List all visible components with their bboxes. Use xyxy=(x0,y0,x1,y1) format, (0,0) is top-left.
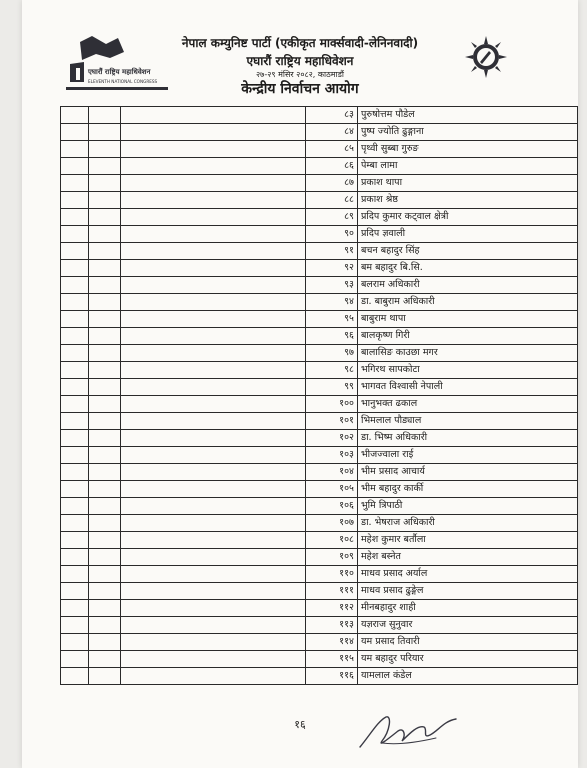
serial-number-cell: १०३ xyxy=(306,447,358,464)
member-name-cell: बम बहादुर बि.सि. xyxy=(358,260,578,277)
member-name-cell: बालासिङ काउछा मगर xyxy=(358,345,578,362)
member-name-cell: प्रकाश थापा xyxy=(358,175,578,192)
serial-number-cell: १०८ xyxy=(306,532,358,549)
empty-cell xyxy=(121,379,306,396)
serial-number-cell: १०२ xyxy=(306,430,358,447)
member-name-cell: प्रदिप ज्ञवाली xyxy=(358,226,578,243)
empty-cell xyxy=(61,362,89,379)
empty-cell xyxy=(89,668,121,685)
empty-cell xyxy=(89,413,121,430)
serial-number-cell: ९२ xyxy=(306,260,358,277)
member-table xyxy=(60,106,578,685)
empty-cell xyxy=(89,311,121,328)
member-name-cell: पृथ्वी सुब्बा गुरुङ xyxy=(358,141,578,158)
table-row xyxy=(61,311,578,328)
empty-cell xyxy=(89,226,121,243)
serial-number-cell: ९३ xyxy=(306,277,358,294)
empty-cell xyxy=(121,209,306,226)
empty-cell xyxy=(121,481,306,498)
empty-cell xyxy=(89,209,121,226)
empty-cell xyxy=(89,532,121,549)
empty-cell xyxy=(61,549,89,566)
page-number: १६ xyxy=(294,718,306,731)
signature xyxy=(352,705,462,755)
member-name-cell: यम प्रसाद तिवारी xyxy=(358,634,578,651)
empty-cell xyxy=(89,192,121,209)
empty-cell xyxy=(89,158,121,175)
empty-cell xyxy=(89,617,121,634)
member-name-cell: भीम बहादुर कार्की xyxy=(358,481,578,498)
empty-cell xyxy=(89,243,121,260)
empty-cell xyxy=(121,464,306,481)
table-row xyxy=(61,583,578,600)
serial-number-cell: ९९ xyxy=(306,379,358,396)
empty-cell xyxy=(121,362,306,379)
table-row xyxy=(61,549,578,566)
empty-cell xyxy=(61,107,89,124)
empty-cell xyxy=(61,447,89,464)
member-name-cell: भागवत विश्वासी नेपाली xyxy=(358,379,578,396)
table-row xyxy=(61,141,578,158)
empty-cell xyxy=(121,498,306,515)
serial-number-cell: ८४ xyxy=(306,124,358,141)
empty-cell xyxy=(61,481,89,498)
member-name-cell: मीनबहादुर शाही xyxy=(358,600,578,617)
empty-cell xyxy=(89,498,121,515)
empty-cell xyxy=(121,277,306,294)
table-row xyxy=(61,277,578,294)
empty-cell xyxy=(89,124,121,141)
member-name-cell: महेश बस्नेत xyxy=(358,549,578,566)
table-row xyxy=(61,447,578,464)
serial-number-cell: १०४ xyxy=(306,464,358,481)
empty-cell xyxy=(121,345,306,362)
empty-cell xyxy=(61,532,89,549)
table-row xyxy=(61,362,578,379)
empty-cell xyxy=(61,668,89,685)
member-name-cell: पुरुषोत्तम पौडेल xyxy=(358,107,578,124)
empty-cell xyxy=(121,124,306,141)
empty-cell xyxy=(61,294,89,311)
empty-cell xyxy=(121,617,306,634)
table-row xyxy=(61,566,578,583)
empty-cell xyxy=(89,345,121,362)
logo-text: एघारौं राष्ट्रिय महाधिवेशन xyxy=(88,68,151,76)
empty-cell xyxy=(89,396,121,413)
empty-cell xyxy=(89,464,121,481)
serial-number-cell: १११ xyxy=(306,583,358,600)
empty-cell xyxy=(89,294,121,311)
empty-cell xyxy=(121,532,306,549)
empty-cell xyxy=(61,226,89,243)
empty-cell xyxy=(121,311,306,328)
empty-cell xyxy=(61,396,89,413)
member-name-cell: भीम प्रसाद आचार्य xyxy=(358,464,578,481)
table-row xyxy=(61,498,578,515)
member-name-cell: पेम्बा लामा xyxy=(358,158,578,175)
empty-cell xyxy=(121,175,306,192)
empty-cell xyxy=(89,260,121,277)
member-name-cell: यम बहादुर परियार xyxy=(358,651,578,668)
empty-cell xyxy=(89,651,121,668)
member-name-cell: भगिरथ सापकोटा xyxy=(358,362,578,379)
serial-number-cell: १०७ xyxy=(306,515,358,532)
date-place: २७-२९ मंसिर २०८२, काठमाडौं xyxy=(256,70,344,79)
member-name-cell: भुमि त्रिपाठी xyxy=(358,498,578,515)
empty-cell xyxy=(89,634,121,651)
empty-cell xyxy=(61,413,89,430)
member-name-cell: माधव प्रसाद अर्याल xyxy=(358,566,578,583)
empty-cell xyxy=(61,430,89,447)
empty-cell xyxy=(89,600,121,617)
empty-cell xyxy=(61,243,89,260)
empty-cell xyxy=(89,481,121,498)
member-name-cell: डा. भिष्म अधिकारी xyxy=(358,430,578,447)
table-row xyxy=(61,345,578,362)
member-name-cell: प्रकाश श्रेष्ठ xyxy=(358,192,578,209)
empty-cell xyxy=(61,175,89,192)
empty-cell xyxy=(89,549,121,566)
serial-number-cell: १०० xyxy=(306,396,358,413)
table-row xyxy=(61,158,578,175)
empty-cell xyxy=(61,141,89,158)
table-row xyxy=(61,651,578,668)
serial-number-cell: ८३ xyxy=(306,107,358,124)
empty-cell xyxy=(89,328,121,345)
table-row xyxy=(61,668,578,685)
empty-cell xyxy=(61,583,89,600)
member-name-cell: यज्ञराज सुनुवार xyxy=(358,617,578,634)
table-row xyxy=(61,413,578,430)
empty-cell xyxy=(61,566,89,583)
table-row xyxy=(61,634,578,651)
empty-cell xyxy=(121,549,306,566)
serial-number-cell: ९५ xyxy=(306,311,358,328)
table-row xyxy=(61,617,578,634)
table-row xyxy=(61,192,578,209)
logo-subtext: ELEVENTH NATIONAL CONGRESS xyxy=(88,79,158,84)
empty-cell xyxy=(61,379,89,396)
table-row xyxy=(61,600,578,617)
empty-cell xyxy=(121,226,306,243)
serial-number-cell: १०१ xyxy=(306,413,358,430)
serial-number-cell: ८८ xyxy=(306,192,358,209)
empty-cell xyxy=(121,141,306,158)
member-name-cell: यामलाल कंडेल xyxy=(358,668,578,685)
serial-number-cell: ८६ xyxy=(306,158,358,175)
member-name-cell: भीजज्वाला राई xyxy=(358,447,578,464)
serial-number-cell: ९१ xyxy=(306,243,358,260)
serial-number-cell: ११५ xyxy=(306,651,358,668)
table-row xyxy=(61,260,578,277)
table-row xyxy=(61,328,578,345)
empty-cell xyxy=(61,209,89,226)
empty-cell xyxy=(121,294,306,311)
empty-cell xyxy=(121,634,306,651)
serial-number-cell: ८९ xyxy=(306,209,358,226)
empty-cell xyxy=(61,158,89,175)
empty-cell xyxy=(61,277,89,294)
empty-cell xyxy=(121,260,306,277)
empty-cell xyxy=(61,498,89,515)
empty-cell xyxy=(61,617,89,634)
table-row xyxy=(61,107,578,124)
table-row xyxy=(61,396,578,413)
empty-cell xyxy=(121,566,306,583)
empty-cell xyxy=(121,107,306,124)
member-name-cell: महेश कुमार बर्तौला xyxy=(358,532,578,549)
serial-number-cell: ११२ xyxy=(306,600,358,617)
serial-number-cell: १०५ xyxy=(306,481,358,498)
empty-cell xyxy=(61,651,89,668)
empty-cell xyxy=(89,583,121,600)
serial-number-cell: १०९ xyxy=(306,549,358,566)
empty-cell xyxy=(61,124,89,141)
table-row xyxy=(61,124,578,141)
empty-cell xyxy=(121,396,306,413)
empty-cell xyxy=(121,413,306,430)
table-row xyxy=(61,430,578,447)
party-name: नेपाल कम्युनिष्ट पार्टी (एकीकृत मार्क्सवादी-लेनिनवादी) xyxy=(181,36,419,50)
empty-cell xyxy=(89,141,121,158)
empty-cell xyxy=(89,447,121,464)
empty-cell xyxy=(61,600,89,617)
serial-number-cell: ९८ xyxy=(306,362,358,379)
empty-cell xyxy=(61,464,89,481)
member-name-cell: बालकृष्ण गिरी xyxy=(358,328,578,345)
member-table-body xyxy=(61,107,578,685)
empty-cell xyxy=(61,260,89,277)
empty-cell xyxy=(89,430,121,447)
serial-number-cell: ९६ xyxy=(306,328,358,345)
empty-cell xyxy=(89,566,121,583)
empty-cell xyxy=(121,515,306,532)
empty-cell xyxy=(121,243,306,260)
empty-cell xyxy=(89,277,121,294)
table-row xyxy=(61,532,578,549)
member-name-cell: माधव प्रसाद ढुङ्गेल xyxy=(358,583,578,600)
document-header xyxy=(22,0,578,108)
table-row xyxy=(61,175,578,192)
serial-number-cell: ९० xyxy=(306,226,358,243)
empty-cell xyxy=(121,430,306,447)
empty-cell xyxy=(89,175,121,192)
empty-cell xyxy=(89,515,121,532)
party-emblem-icon xyxy=(465,36,507,78)
empty-cell xyxy=(61,634,89,651)
empty-cell xyxy=(121,583,306,600)
table-row xyxy=(61,294,578,311)
empty-cell xyxy=(121,328,306,345)
table-row xyxy=(61,243,578,260)
empty-cell xyxy=(61,515,89,532)
empty-cell xyxy=(61,328,89,345)
table-row xyxy=(61,379,578,396)
member-name-cell: बलराम अधिकारी xyxy=(358,277,578,294)
member-name-cell: बाबुराम थापा xyxy=(358,311,578,328)
table-row xyxy=(61,481,578,498)
member-name-cell: भिमलाल पौड्याल xyxy=(358,413,578,430)
empty-cell xyxy=(121,158,306,175)
serial-number-cell: ११६ xyxy=(306,668,358,685)
empty-cell xyxy=(121,192,306,209)
empty-cell xyxy=(121,651,306,668)
serial-number-cell: ९४ xyxy=(306,294,358,311)
serial-number-cell: ११४ xyxy=(306,634,358,651)
serial-number-cell: ८७ xyxy=(306,175,358,192)
empty-cell xyxy=(121,447,306,464)
document-page xyxy=(22,0,578,768)
serial-number-cell: ११० xyxy=(306,566,358,583)
member-name-cell: पुष्प ज्योति ढुङ्गाना xyxy=(358,124,578,141)
empty-cell xyxy=(61,192,89,209)
member-name-cell: प्रदिप कुमार कट्वाल क्षेत्री xyxy=(358,209,578,226)
convention-title: एघारौं राष्ट्रिय महाधिवेशन xyxy=(246,54,354,68)
member-name-cell: डा. बाबुराम अधिकारी xyxy=(358,294,578,311)
table-row xyxy=(61,464,578,481)
empty-cell xyxy=(61,345,89,362)
commission-title: केन्द्रीय निर्वाचन आयोग xyxy=(241,81,359,97)
empty-cell xyxy=(121,600,306,617)
serial-number-cell: ११३ xyxy=(306,617,358,634)
serial-number-cell: ९७ xyxy=(306,345,358,362)
table-row xyxy=(61,209,578,226)
empty-cell xyxy=(89,107,121,124)
member-name-cell: बचन बहादुर सिंह xyxy=(358,243,578,260)
empty-cell xyxy=(121,668,306,685)
member-name-cell: भानुभक्त ढकाल xyxy=(358,396,578,413)
empty-cell xyxy=(61,311,89,328)
member-name-cell: डा. भेषराज अधिकारी xyxy=(358,515,578,532)
table-row xyxy=(61,226,578,243)
empty-cell xyxy=(89,362,121,379)
empty-cell xyxy=(89,379,121,396)
table-row xyxy=(61,515,578,532)
serial-number-cell: ८५ xyxy=(306,141,358,158)
serial-number-cell: १०६ xyxy=(306,498,358,515)
